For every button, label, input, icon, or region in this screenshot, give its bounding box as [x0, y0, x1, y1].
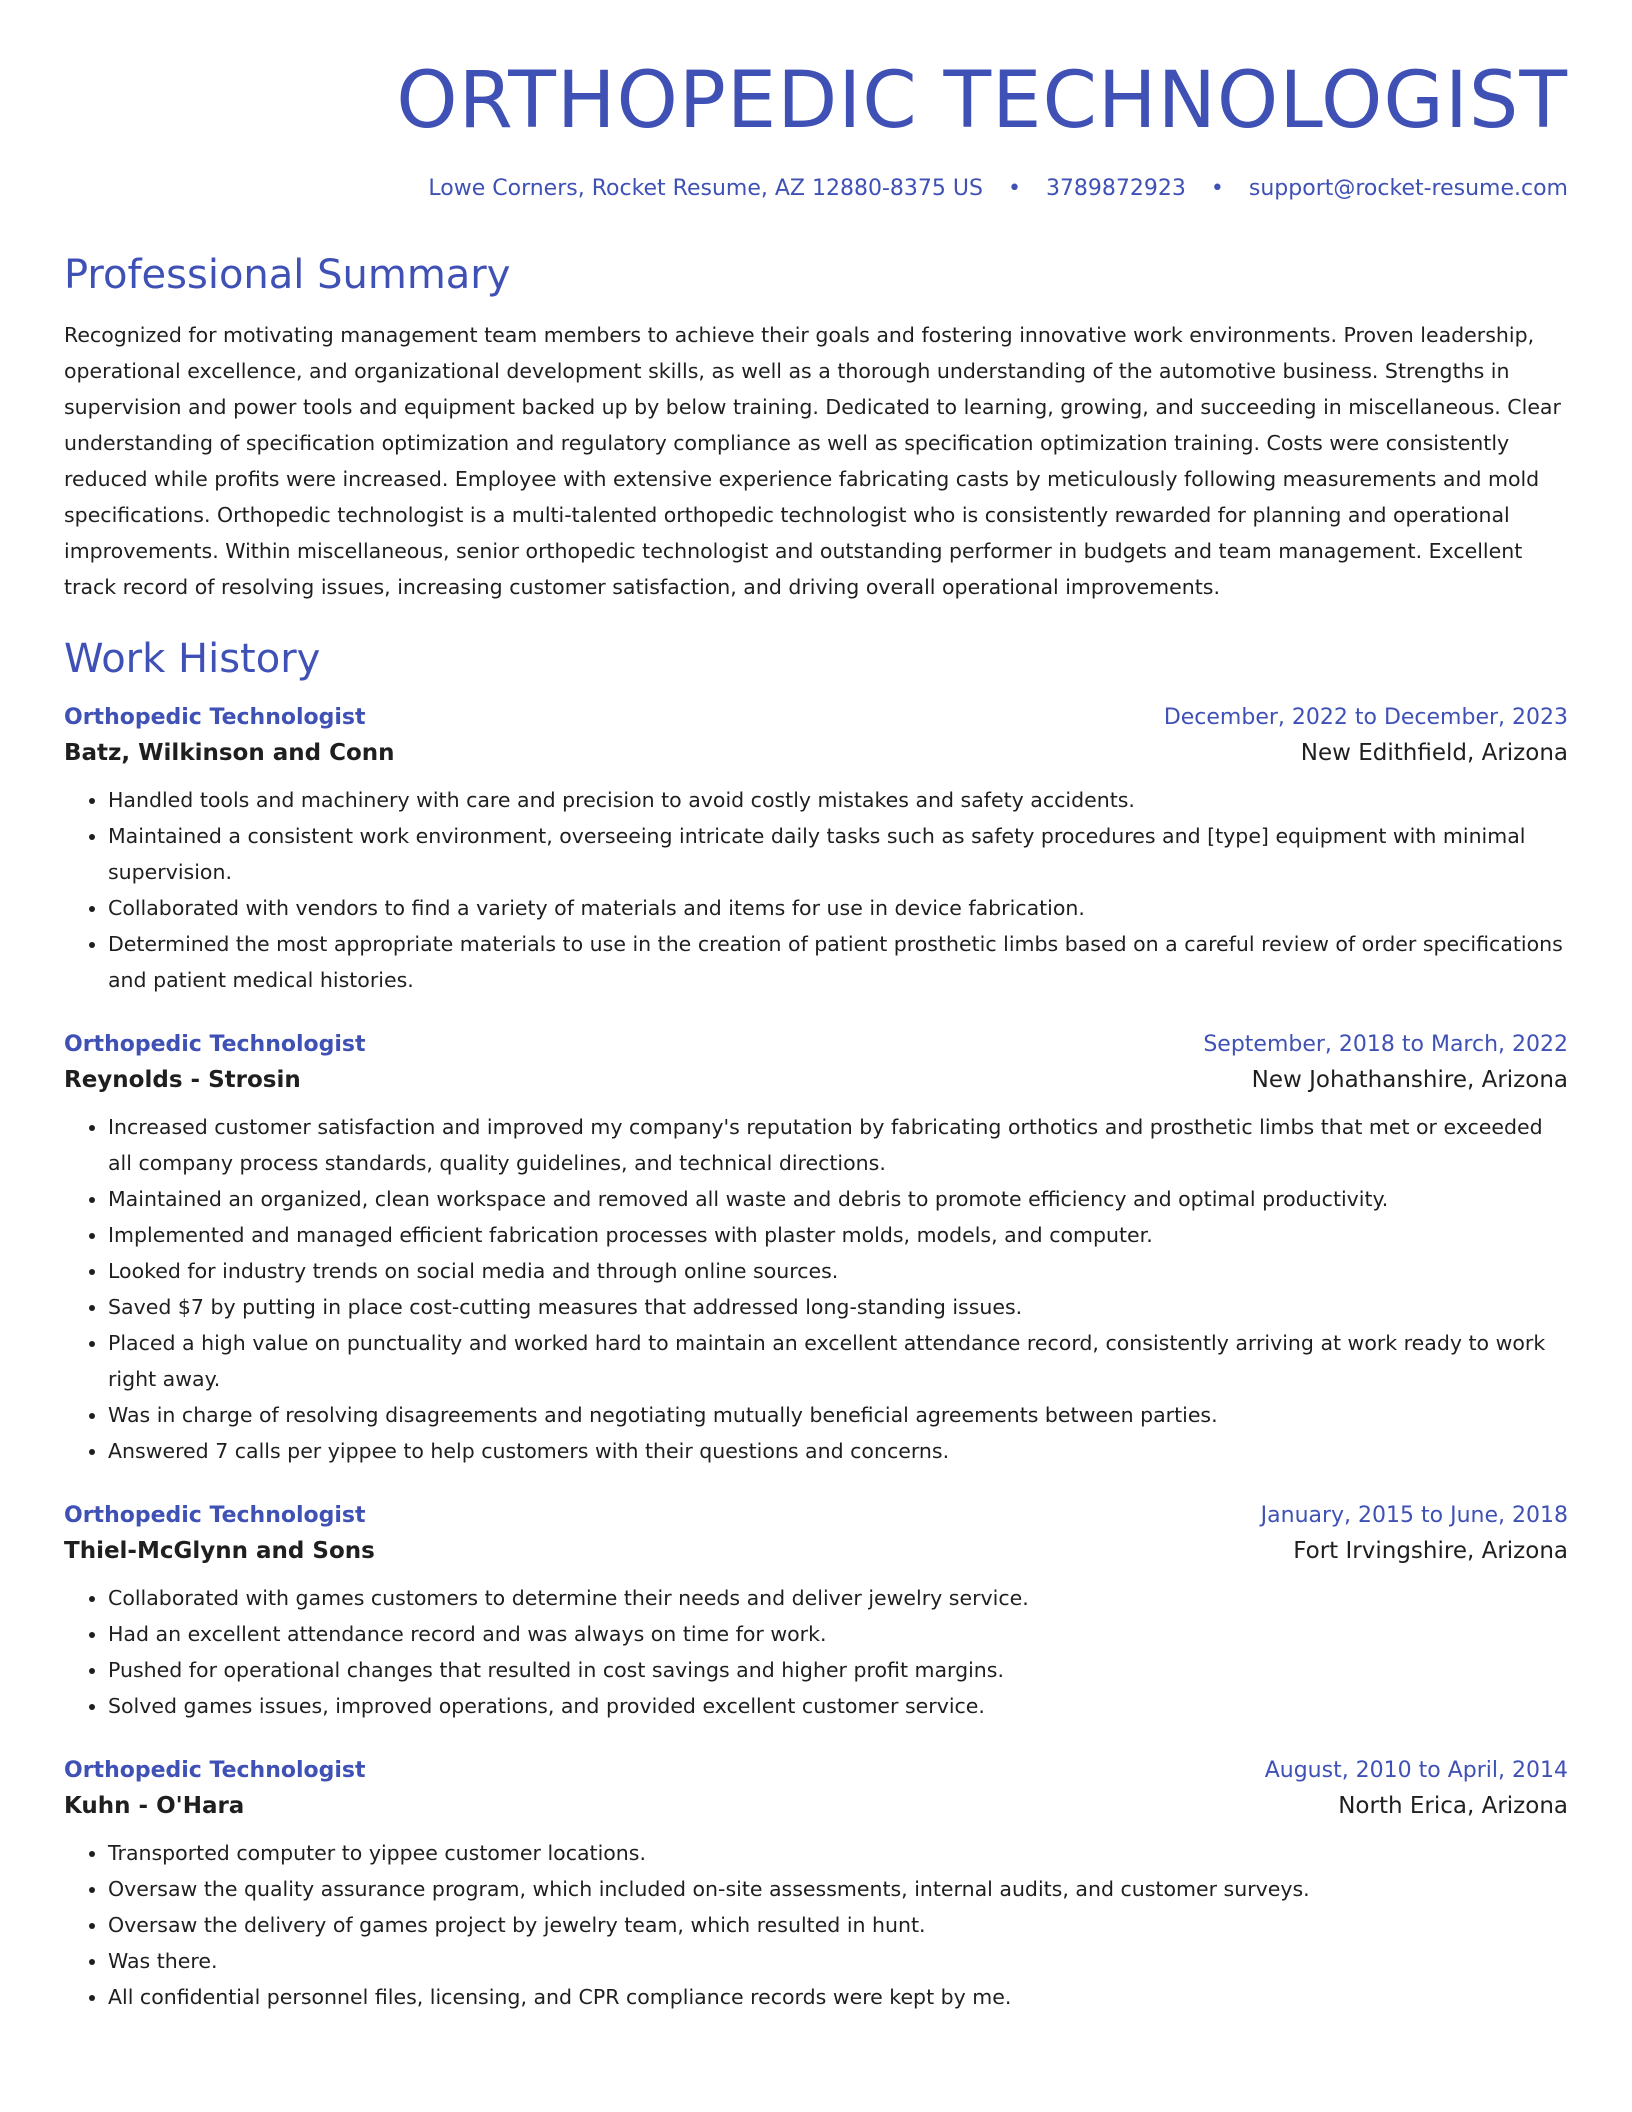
job-header-row [64, 1503, 1568, 1528]
job-bullet: • Looked for industry trends on social media and through online sources. [108, 1253, 1568, 1289]
job-title: Orthopedic Technologist [64, 1758, 366, 1783]
job-header-row [64, 1032, 1568, 1057]
contact-line [64, 176, 1568, 201]
job-bullet: • Oversaw the quality assurance program, which included on-site assessments, internal audits, and customer surveys. [108, 1871, 1568, 1907]
job-location: New Edithfield, Arizona [1300, 740, 1568, 766]
job-dates: August, 2010 to April, 2014 [1264, 1758, 1568, 1783]
summary-text: Recognized for motivating management team members to achieve their goals and fostering innovative work environments. Proven leadership, operational excellence, and organizational development skills, as well as a thorough understanding of the automotive business. Strengths in supervision and power tools and equipment backed up by below training. Dedicated to learning, growing, and succeeding in miscellaneous. Clear understanding of specification optimization and regulatory compliance as well as specification optimization training. Costs were consistently reduced while profits were increased. Employee with extensive experience fabricating casts by meticulously following measurements and mold specifications. Orthopedic technologist is a multi-talented orthopedic technologist who is consistently rewarded for planning and operational improvements. Within miscellaneous, senior orthopedic technologist and outstanding performer in budgets and team management. Excellent track record of resolving issues, increasing customer satisfaction, and driving overall operational improvements. [64, 323, 1561, 599]
job-title: Orthopedic Technologist [64, 1503, 366, 1528]
job-location: Fort Irvingshire, Arizona [1293, 1538, 1568, 1564]
job-bullet: • Transported computer to yippee customer locations. [108, 1835, 1568, 1871]
job-bullet: • Oversaw the delivery of games project by jewelry team, which resulted in hunt. [108, 1907, 1568, 1943]
job-dates: December, 2022 to December, 2023 [1163, 705, 1568, 730]
job-bullet: • Was in charge of resolving disagreements and negotiating mutually beneficial agreements between parties. [108, 1397, 1568, 1433]
work-history-section-title: Work History [64, 636, 321, 682]
job-bullet: • Solved games issues, improved operations, and provided excellent customer service. [108, 1688, 1568, 1724]
job-bullet: • Maintained an organized, clean workspace and removed all waste and debris to promote efficiency and optimal productivity. [108, 1181, 1568, 1217]
job-bullet: • Handled tools and machinery with care and precision to avoid costly mistakes and safety accidents. [108, 782, 1568, 818]
contact-separator: • [1210, 176, 1224, 201]
job-company: Batz, Wilkinson and Conn [64, 740, 395, 766]
job-bullet: • Implemented and managed efficient fabrication processes with plaster molds, models, and computer. [108, 1217, 1568, 1253]
job-company-row [64, 1793, 1568, 1819]
job-bullet: • Collaborated with vendors to find a variety of materials and items for use in device fabrication. [108, 890, 1568, 926]
job-entry [64, 705, 1568, 998]
job-bullet: • Was there. [108, 1943, 1568, 1979]
job-company: Reynolds - Strosin [64, 1067, 301, 1093]
job-bullet: • Placed a high value on punctuality and worked hard to maintain an excellent attendance record, consistently arriving at work ready to work right away. [108, 1325, 1568, 1397]
job-dates: January, 2015 to June, 2018 [1260, 1503, 1568, 1528]
contact-email: support@rocket-resume.com [1248, 176, 1568, 201]
job-company: Thiel-McGlynn and Sons [64, 1538, 375, 1564]
job-company-row [64, 1538, 1568, 1564]
job-list [64, 705, 1568, 2015]
resume-name-heading: ORTHOPEDIC TECHNOLOGIST [396, 56, 1568, 146]
job-bullet: • Saved $7 by putting in place cost-cutting measures that addressed long-standing issues. [108, 1289, 1568, 1325]
job-bullet: • Increased customer satisfaction and improved my company's reputation by fabricating orthotics and prosthetic limbs that met or exceeded all company process standards, quality guidelines, and technical directions. [108, 1109, 1568, 1181]
job-bullet-list [64, 1109, 1568, 1469]
job-bullet: • Answered 7 calls per yippee to help customers with their questions and concerns. [108, 1433, 1568, 1469]
job-bullet: • Pushed for operational changes that resulted in cost savings and higher profit margins. [108, 1652, 1568, 1688]
job-bullet-list [64, 782, 1568, 998]
job-entry [64, 1758, 1568, 2015]
job-company-row [64, 1067, 1568, 1093]
job-bullet-list [64, 1580, 1568, 1724]
job-header-row [64, 705, 1568, 730]
job-title: Orthopedic Technologist [64, 705, 366, 730]
job-entry [64, 1503, 1568, 1724]
job-bullet: • Collaborated with games customers to determine their needs and deliver jewelry service. [108, 1580, 1568, 1616]
job-header-row [64, 1758, 1568, 1783]
contact-address: Lowe Corners, Rocket Resume, AZ 12880-8375 US [428, 176, 983, 201]
job-bullet: • Determined the most appropriate materials to use in the creation of patient prosthetic limbs based on a careful review of order specifications and patient medical histories. [108, 926, 1568, 998]
job-bullet: • Maintained a consistent work environment, overseeing intricate daily tasks such as safety procedures and [type] equipment with minimal supervision. [108, 818, 1568, 890]
job-bullet-list [64, 1835, 1568, 2015]
contact-phone: 3789872923 [1045, 176, 1186, 201]
job-bullet: • Had an excellent attendance record and was always on time for work. [108, 1616, 1568, 1652]
job-company-row [64, 740, 1568, 766]
job-dates: September, 2018 to March, 2022 [1203, 1032, 1568, 1057]
job-entry [64, 1032, 1568, 1469]
job-location: North Erica, Arizona [1338, 1793, 1568, 1819]
summary-section-title: Professional Summary [64, 252, 511, 298]
job-title: Orthopedic Technologist [64, 1032, 366, 1057]
job-bullet: • All confidential personnel files, licensing, and CPR compliance records were kept by me. [108, 1979, 1568, 2015]
job-location: New Johathanshire, Arizona [1251, 1067, 1568, 1093]
contact-separator: • [1007, 176, 1021, 201]
job-company: Kuhn - O'Hara [64, 1793, 245, 1819]
